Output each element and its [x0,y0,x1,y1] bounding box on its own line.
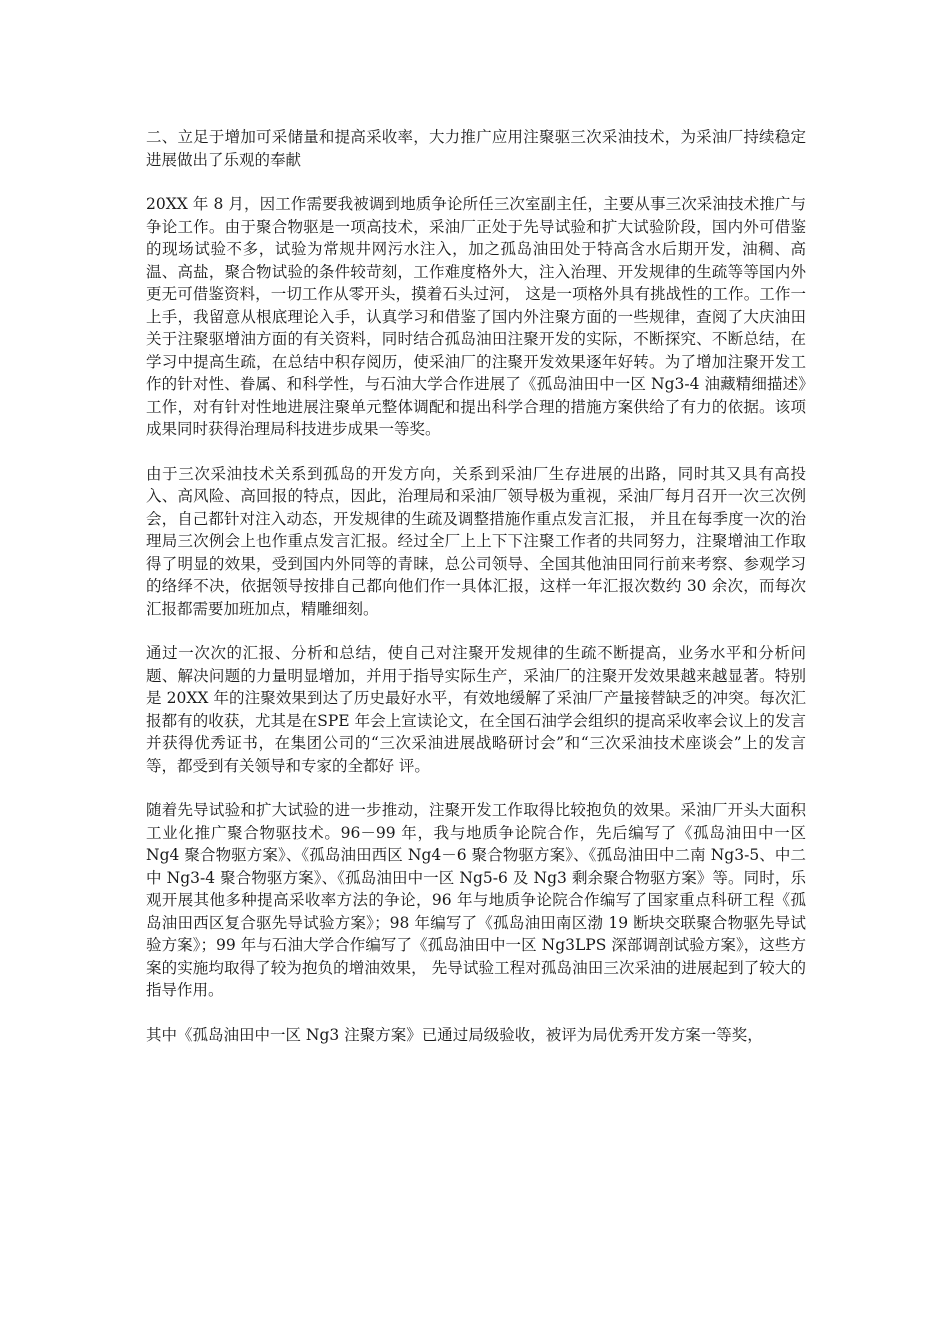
paragraph: 通过一次次的汇报、分析和总结，使自己对注聚开发规律的生疏不断提高，业务水平和分析问题、解决问题的力量明显增加，并用于指导实际生产，采油厂的注聚开发效果越来越显著。特别是 20XX 年的注聚效果到达了历史最好水平，有效地缓解了采油厂产量接替缺乏的冲突。每次汇报都有的收获，尤其是在SPE 年会上宣读论文，在全国石油学会组织的提高采收率会议上的发言并获得优秀证书，在集团公司的“三次采油进展战略研讨会”和“三次采油技术座谈会”上的发言等，都受到有关领导和专家的全都好 评。 [146,644,806,775]
paragraph: 其中《孤岛油田中一区 Ng3 注聚方案》已通过局级验收，被评为局优秀开发方案一等奖， [146,1025,763,1044]
paragraph: 20XX 年 8 月，因工作需要我被调到地质争论所任三次室副主任，主要从事三次采油技术推广与争论工作。由于聚合物驱是一项高技术，采油厂正处于先导试验和扩大试验阶段，国内外可借鉴的现场试验不多，试验为常规井网污水注入，加之孤岛油田处于特高含水后期开发，油稠、高温、高盐，聚合物试验的条件较苛刻，工作难度格外大，注入治理、开发规律的生疏等等国内外更无可借鉴资料，一切工作从零开头，摸着石头过河， 这是一项格外具有挑战性的工作。工作一上手，我留意从根底理论入手，认真学习和借鉴了国内外注聚方面的一些规律，查阅了大庆油田关于注聚驱增油方面的有关资料，同时结合孤岛油田注聚开发的实际，不断探究、不断总结，在学习中提高生疏，在总结中积存阅历，使采油厂的注聚开发效果逐年好转。为了增加注聚开发工作的针对性、眷属、和科学性，与石油大学合作进展了《孤岛油田中一区 Ng3-4 油藏精细描述》工作，对有针对性地进展注聚单元整体调配和提出科学合理的措施方案供给了有力的依据。该项成果同时获得治理局科技进步成果一等奖。 [146,195,806,438]
paragraph: 由于三次采油技术关系到孤岛的开发方向，关系到采油厂生存进展的出路，同时其又具有高投入、高风险、高回报的特点，因此，治理局和采油厂领导极为重视，采油厂每月召开一次三次例会，自己都针对注入动态，开发规律的生疏及调整措施作重点发言汇报， 并且在每季度一次的治理局三次例会上也作重点发言汇报。经过全厂上上下下注聚工作者的共同努力，注聚增油工作取得了明显的效果，受到国内外同等的青睐，总公司领导、全国其他油田同行前来考察、参观学习的络绎不决，依据领导按排自己都向他们作一具体汇报，这样一年汇报次数约 30 余次，而每次汇报都需要加班加点，精雕细刻。 [146,464,806,618]
section-heading: 二、立足于增加可采储量和提高采收率，大力推广应用注聚驱三次采油技术，为采油厂持续稳定进展做出了乐观的奉献 [146,128,806,169]
paragraph: 随着先导试验和扩大试验的进一步推动，注聚开发工作取得比较抱负的效果。采油厂开头大面积工业化推广聚合物驱技术。96－99 年，我与地质争论院合作，先后编写了《孤岛油田中一区 Ng4 聚合物驱方案》、《孤岛油田西区 Ng4－6 聚合物驱方案》、《孤岛油田中二南 Ng3-5、中二中 Ng3-4 聚合物驱方案》、《孤岛油田中一区 Ng5-6 及 Ng3 剩余聚合物驱方案》等。同时，乐观开展其他多种提高采收率方法的争论，96 年与地质争论院合作编写了国家重点科研工程《孤岛油田西区复合驱先导试验方案》；98 年编写了《孤岛油田南区渤 19 断块交联聚合物驱先导试验方案》；99 年与石油大学合作编写了《孤岛油田中一区 Ng3LPS 深部调剖试验方案》，这些方案的实施均取得了较为抱负的增油效果， 先导试验工程对孤岛油田三次采油的进展起到了较大的指导作用。 [146,801,806,999]
document-body [146,126,806,1068]
